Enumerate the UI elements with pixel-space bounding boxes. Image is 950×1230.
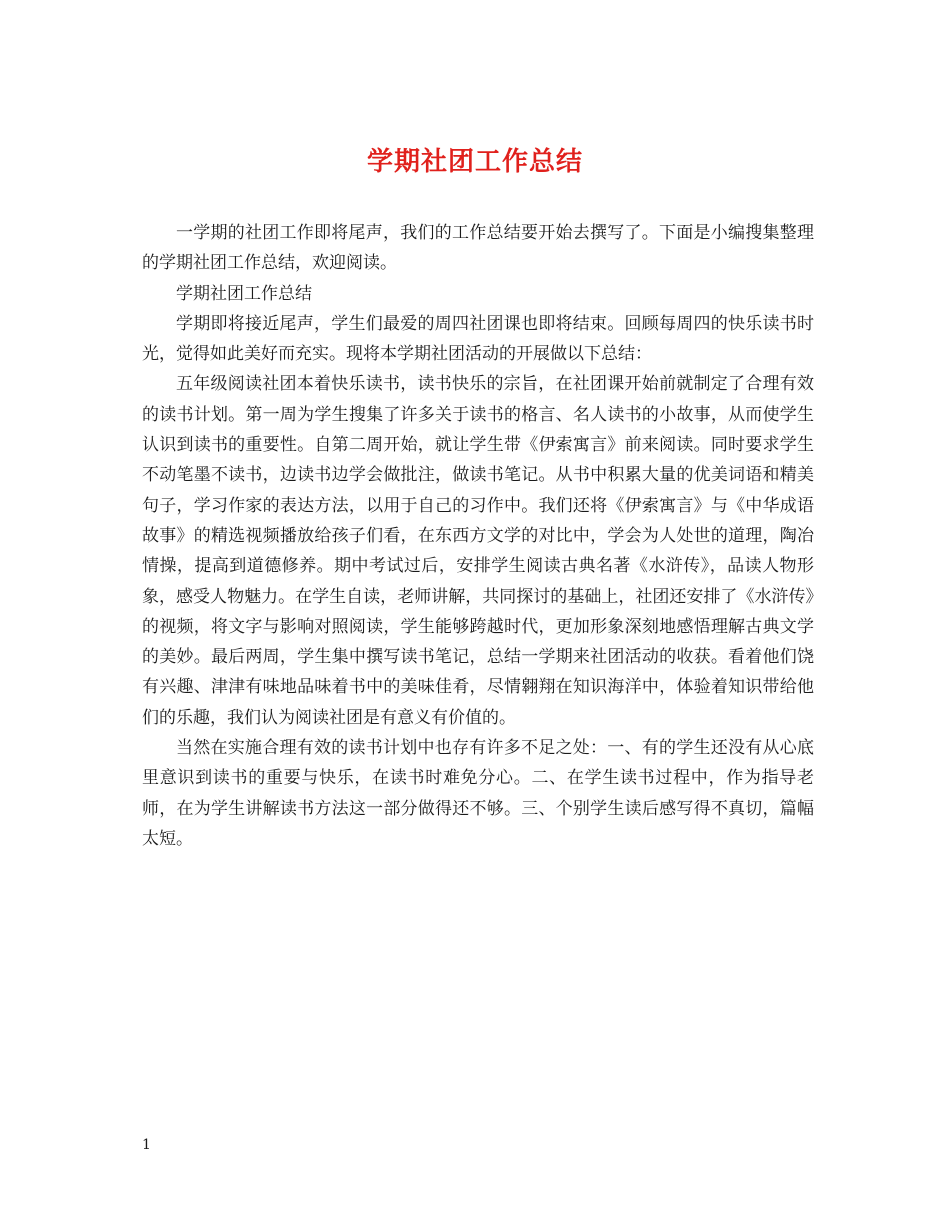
intro-paragraph: 一学期的社团工作即将尾声，我们的工作总结要开始去撰写了。下面是小编搜集整理的学期社团工作总结，欢迎阅读。 <box>142 223 814 274</box>
page-number: 1 <box>142 1137 151 1153</box>
opening-paragraph: 学期即将接近尾声，学生们最爱的周四社团课也即将结束。回顾每周四的快乐读书时光，觉得如此美好而充实。现将本学期社团活动的开展做以下总结： <box>142 313 814 365</box>
document-title: 学期社团工作总结 <box>366 147 583 177</box>
activities-paragraph: 五年级阅读社团本着快乐读书，读书快乐的宗旨，在社团课开始前就制定了合理有效的读书计划。第一周为学生搜集了许多关于读书的格言、名人读书的小故事，从而使学生认识到读书的重要性。自第二周开始，就让学生带《伊索寓言》前来阅读。同时要求学生不动笔墨不读书，边读书边学会做批注，做读书笔记。从书中积累大量的优美词语和精美句子，学习作家的表达方法，以用于自己的习作中。我们还将《伊索寓言》与《中华成语故事》的精选视频播放给孩子们看，在东西方文学的对比中，学会为人处世的道理，陶冶情操，提高到道德修养。期中考试过后，安排学生阅读古典名著《水浒传》，品读人物形象，感受人物魅力。在学生自读，老师讲解，共同探讨的基础上，社团还安排了《水浒传》的视频，将文字与影响对照阅读，学生能够跨越时代，更加形象深刻地感悟理解古典文学的美妙。最后两周，学生集中撰写读书笔记，总结一学期来社团活动的收获。看着他们饶有兴趣、津津有味地品味着书中的美味佳肴，尽情翱翔在知识海洋中，体验着知识带给他们的乐趣，我们认为阅读社团是有意义有价值的。 <box>142 374 814 728</box>
document-body <box>142 218 814 854</box>
shortcomings-paragraph: 当然在实施合理有效的读书计划中也存有许多不足之处：一、有的学生还没有从心底里意识到读书的重要与快乐，在读书时难免分心。二、在学生读书过程中，作为指导老师，在为学生讲解读书方法这一部分做得还不够。三、个别学生读后感写得不真切，篇幅太短。 <box>142 738 814 849</box>
section-heading: 学期社团工作总结 <box>176 283 312 304</box>
